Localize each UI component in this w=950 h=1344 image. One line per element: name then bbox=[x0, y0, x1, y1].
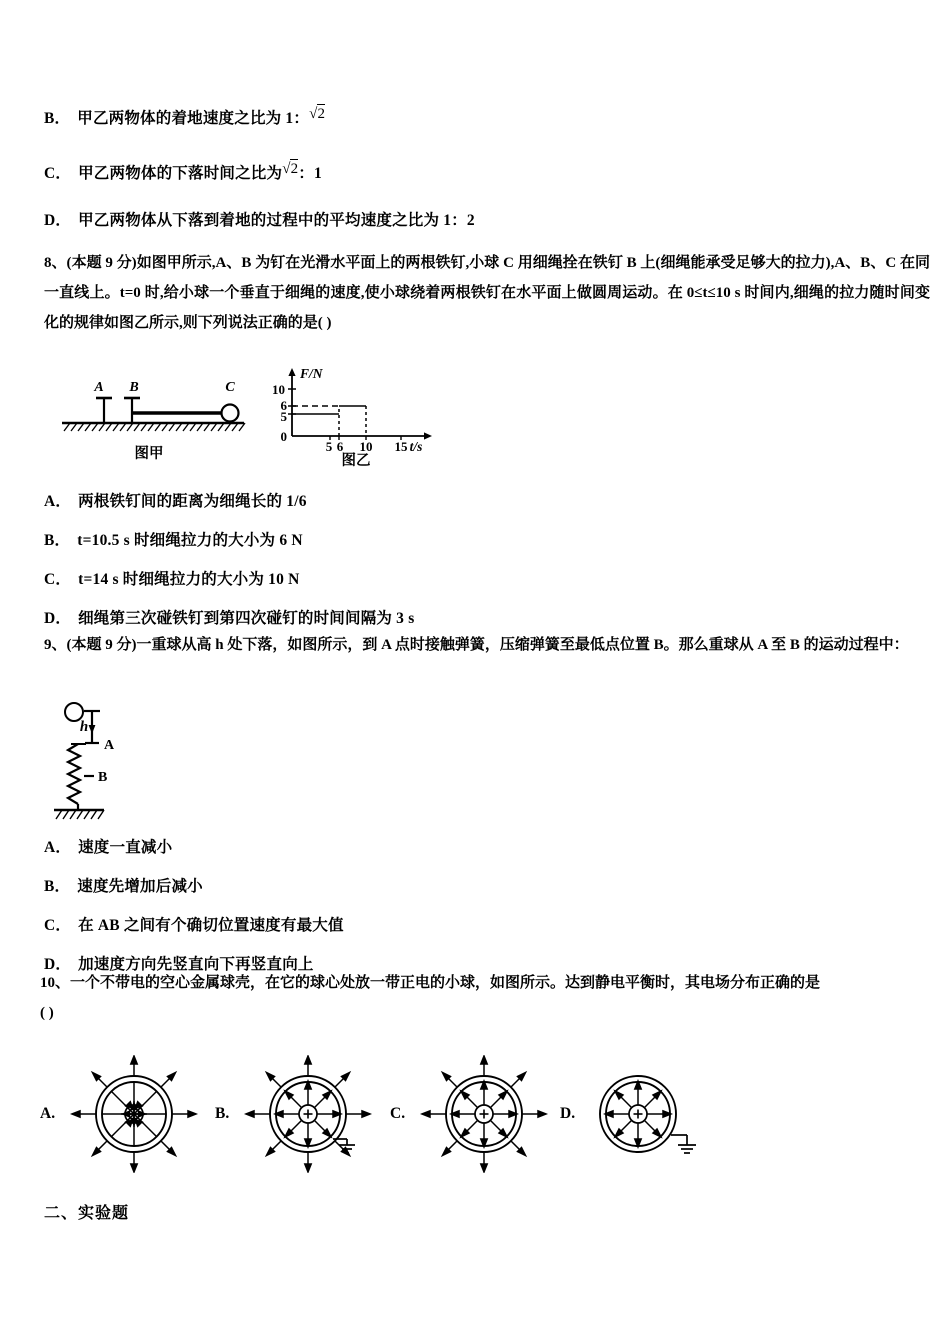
x-tick-6: 6 bbox=[336, 439, 344, 454]
x-tick-5: 5 bbox=[325, 439, 333, 454]
option-text: 速度一直减小 bbox=[78, 839, 173, 856]
sqrt-icon: √ 2 bbox=[282, 161, 299, 177]
diagram-option-d bbox=[560, 1055, 720, 1173]
y-tick-5: 5 bbox=[280, 409, 287, 424]
question-10-stem bbox=[40, 968, 930, 998]
caption-figure-yi: 图乙 bbox=[341, 453, 371, 468]
option-label: B． bbox=[44, 877, 71, 895]
field-diagram-outward-grounded bbox=[235, 1055, 381, 1173]
question-8-stem bbox=[44, 248, 930, 338]
x-axis-label: t/s bbox=[409, 439, 423, 454]
option-text-before: 甲乙两物体的下落时间之比为 bbox=[78, 165, 283, 182]
option-label: B． bbox=[44, 110, 71, 127]
x-tick-15: 15 bbox=[394, 439, 408, 454]
option-label: C． bbox=[44, 165, 72, 182]
option-text bbox=[78, 158, 930, 185]
diagram-option-c bbox=[390, 1055, 560, 1173]
option-label: C． bbox=[44, 916, 72, 934]
section-2 bbox=[44, 1200, 444, 1223]
figure-spring-drop bbox=[48, 700, 228, 825]
question-body: 如图甲所示,A、B 为钉在光滑水平面上的两根铁钉,小球 C 用细绳拴在铁钉 B 上(细绳能承受足够大的拉力),A、B、C 在同一直线上。t=0 时,给小球一个垂直于细绳的速度,使小球绕着两根铁钉在水平面上做圆周运动。在 0≤t≤10 s 时间内,细绳的拉力随时间变化的规律如图乙所示,则下列说法正确的是( ) bbox=[44, 255, 930, 331]
diagram-option-b bbox=[215, 1055, 390, 1173]
option-text: 速度先增加后减小 bbox=[77, 877, 203, 895]
field-diagram-no-external-grounded bbox=[581, 1055, 711, 1173]
option-row bbox=[44, 838, 644, 859]
question-8 bbox=[44, 248, 930, 338]
option-text: 在 AB 之间有个确切位置速度有最大值 bbox=[78, 916, 344, 934]
carryover-option-c bbox=[44, 158, 930, 185]
question-body: 一个不带电的空心金属球壳，在它的球心处放一带正电的小球，如图所示。达到静电平衡时，其电场分布正确的是 bbox=[70, 975, 821, 991]
option-row bbox=[44, 916, 644, 937]
question-10-diagrams bbox=[40, 1055, 760, 1175]
question-marks: (本题 9 分) bbox=[66, 255, 137, 271]
question-9-stem bbox=[44, 630, 930, 660]
field-diagram-inward-inner bbox=[61, 1055, 207, 1173]
option-row bbox=[44, 877, 644, 898]
y-axis-arrow bbox=[288, 368, 295, 376]
origin-label: 0 bbox=[280, 429, 287, 444]
option-text: t=10.5 s 时细绳拉力的大小为 6 N bbox=[77, 531, 303, 549]
option-text: 两根铁钉间的距离为细绳长的 1/6 bbox=[78, 493, 307, 510]
y-axis-label: F/N bbox=[300, 366, 323, 381]
label-height-h: h bbox=[79, 719, 89, 735]
option-label: D． bbox=[44, 955, 72, 973]
question-marks: (本题 9 分) bbox=[66, 637, 137, 653]
label-ball-c: C bbox=[225, 380, 235, 395]
figure-jia-and-yi bbox=[44, 360, 464, 468]
carryover-option-b bbox=[44, 103, 930, 130]
question-10 bbox=[40, 968, 930, 1028]
x-axis-arrow bbox=[424, 432, 432, 439]
option-row bbox=[44, 531, 644, 552]
label-nail-a: A bbox=[94, 380, 104, 395]
ground-icon bbox=[671, 1135, 696, 1153]
diagram-label: B. bbox=[215, 1105, 230, 1122]
y-tick-6: 6 bbox=[280, 398, 287, 413]
option-label: A． bbox=[44, 493, 72, 510]
option-row bbox=[44, 609, 644, 630]
option-text-before: 甲乙两物体的着地速度之比为 1： bbox=[77, 110, 310, 127]
option-label: D． bbox=[44, 212, 72, 229]
spring-coil bbox=[68, 744, 80, 804]
option-label: B． bbox=[44, 531, 71, 549]
section-2-title: 二、实验题 bbox=[44, 1205, 130, 1222]
option-label: D． bbox=[44, 609, 72, 627]
diagram-label: A. bbox=[40, 1105, 56, 1122]
option-label: A． bbox=[44, 839, 72, 856]
carryover-option-d bbox=[44, 211, 930, 232]
label-point-b: B bbox=[98, 770, 108, 785]
option-text-after: ：1 bbox=[298, 165, 322, 182]
question-number: 9、 bbox=[44, 637, 67, 653]
option-label: C． bbox=[44, 570, 72, 588]
radicand: 2 bbox=[290, 161, 299, 177]
diagram-label: C. bbox=[390, 1105, 406, 1122]
question-10-answer-brackets: ( ) bbox=[40, 1005, 54, 1021]
field-diagram-outward-ungrounded bbox=[411, 1055, 557, 1173]
inner-arrows-inward bbox=[102, 1082, 166, 1146]
question-8-options bbox=[44, 492, 644, 648]
question-9-figure bbox=[48, 700, 228, 825]
option-text: 甲乙两物体从下落到着地的过程中的平均速度之比为 1：2 bbox=[78, 212, 475, 229]
radicand: 2 bbox=[317, 106, 326, 122]
y-tick-10: 10 bbox=[272, 382, 285, 397]
diagram-option-a bbox=[40, 1055, 215, 1173]
question-body: 一重球从高 h 处下落，如图所示，到 A 点时接触弹簧，压缩弹簧至最低点位置 B。那么重球从 A 至 B 的运动过程中： bbox=[136, 637, 909, 653]
label-nail-b: B bbox=[129, 380, 139, 395]
option-text: 细绳第三次碰铁钉到第四次碰钉的时间间隔为 3 s bbox=[78, 609, 415, 627]
option-row bbox=[44, 492, 644, 513]
option-text: t=14 s 时细绳拉力的大小为 10 N bbox=[78, 570, 300, 588]
diagram-label: D. bbox=[560, 1105, 576, 1122]
label-point-a: A bbox=[104, 738, 115, 753]
question-number: 10、 bbox=[40, 975, 71, 991]
sqrt-icon: √ 2 bbox=[309, 106, 326, 122]
h-arrow-head bbox=[89, 725, 96, 734]
caption-figure-jia: 图甲 bbox=[134, 446, 164, 462]
question-8-figures bbox=[44, 360, 464, 468]
option-text: 加速度方向先竖直向下再竖直向上 bbox=[78, 955, 314, 973]
option-text bbox=[77, 103, 930, 130]
figure-jia bbox=[62, 398, 245, 431]
x-tick-10: 10 bbox=[359, 439, 373, 454]
question-number: 8、 bbox=[44, 255, 67, 271]
option-row bbox=[44, 570, 644, 591]
question-9 bbox=[44, 630, 930, 660]
